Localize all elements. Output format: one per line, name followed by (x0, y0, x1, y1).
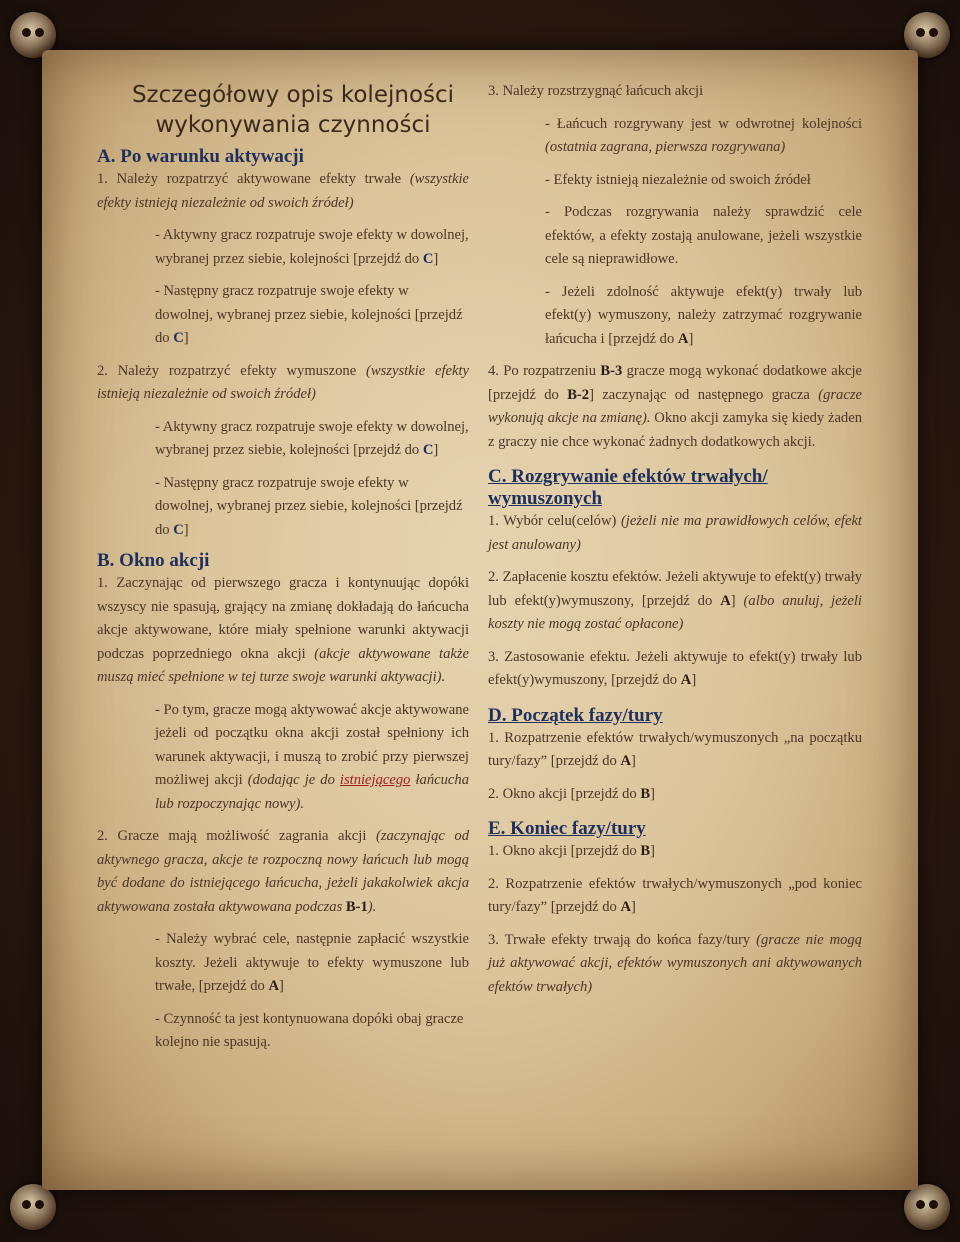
a2-bullet-2 (155, 472, 469, 543)
text-span: - Należy wybrać cele, następnie zapłacić wszystkie koszty. Jeżeli aktywuje to efekty wymuszone lub trwałe, [przejdź do (155, 931, 469, 994)
e1-paragraph (488, 840, 862, 864)
r3-bullet-3: - Podczas rozgrywania należy sprawdzić cele efektów, a efekty zostają anulowane, jeżeli wszystkie cele są nieprawidłowe. (545, 204, 862, 267)
text-span: A (677, 330, 689, 347)
text-span: - Łańcuch rozgrywany jest w odwrotnej kolejności (545, 115, 862, 132)
section-a-heading: A. Po warunku aktywacji (97, 146, 304, 167)
text-span: A (680, 672, 692, 688)
text-span: B-2 (567, 386, 590, 403)
skull-ornament-icon (10, 1184, 56, 1230)
text-span: - Jeżeli zdolność aktywuje efekt(y) trwały lub efekt(y) wymuszony, należy zatrzymać rozgrywanie łańcucha i [przejdź do (545, 283, 862, 347)
text-span: ] (688, 330, 694, 347)
text-span: (albo anuluj, jeżeli koszty nie mogą zostać opłacone) (488, 592, 862, 632)
text-span: - Następny gracz rozpatruje swoje efekty w dowolnej, wybranej przez siebie, kolejności [przejdź do (155, 283, 463, 346)
section-c-heading: C. Rozgrywanie efektów trwałych/ wymuszonych (488, 466, 768, 509)
text-span: 1. Rozpatrzenie efektów trwałych/wymuszonych „na początku tury/fazy” [przejdź do (488, 729, 862, 769)
text-span: ). (367, 898, 377, 915)
text-span: C (173, 330, 184, 346)
text-span: 1. Wybór celu(celów) (488, 513, 621, 529)
text-span: 1. Okno akcji [przejdź do (488, 843, 641, 859)
e3-paragraph (488, 929, 862, 1000)
text-span: ] (183, 330, 189, 346)
text-span: gracze mogą wykonać dodatkowe akcje [przejdź do (488, 363, 863, 403)
text-span: (zaczynając od aktywnego gracza, akcje te rozpoczną nowy łańcuch lub mogą być dodane do istniejącego łańcucha, jeżeli jakakolwiek akcja aktywowana została aktywowana podczas (97, 828, 469, 915)
text-span: ] (631, 899, 636, 915)
text-span: - Aktywny gracz rozpatruje swoje efekty w dowolnej, wybranej przez siebie, kolejności [przejdź do (155, 227, 469, 267)
section-e-heading: E. Koniec fazy/tury (488, 818, 646, 839)
text-span: ] (279, 978, 284, 994)
b2-bullet-2 (155, 1008, 469, 1055)
r4-paragraph (488, 360, 862, 454)
text-span: A (620, 753, 632, 769)
text-span: ] (433, 250, 439, 267)
text-span: ] (631, 753, 636, 769)
text-span: ] (730, 592, 736, 609)
text-span: C (422, 250, 434, 267)
text-span: 2. Gracze mają możliwość zagrania akcji (97, 828, 376, 844)
text-span: A (720, 592, 731, 609)
text-span: (ostatnia zagrana, pierwsza rozgrywana) (545, 139, 786, 155)
text-span: - Czynność ta jest kontynuowana dopóki obaj gracze kolejno nie spasują. (155, 1010, 464, 1050)
text-span: łańcucha lub rozpoczynając nowy). (155, 772, 469, 812)
d2-paragraph (488, 783, 862, 807)
text-span: A (268, 978, 279, 994)
b2-paragraph (97, 825, 469, 919)
text-span: B (640, 843, 651, 859)
c2-paragraph (488, 566, 862, 637)
a2-bullet-1 (155, 416, 469, 463)
text-span: (gracze wykonują akcje na zmianę). (488, 386, 862, 426)
title-line-1: Szczegółowy opis kolejności (131, 82, 455, 108)
skull-ornament-icon (904, 1184, 950, 1230)
a2-paragraph (97, 360, 469, 407)
text-span: (wszystkie efekty istnieją niezależnie od swoich źródeł) (97, 171, 469, 211)
b1-bullet-1 (155, 699, 469, 817)
text-span: istniejącego (339, 772, 411, 788)
title-line-2: wykonywania czynności (155, 112, 431, 138)
text-span: - Następny gracz rozpatruje swoje efekty w dowolnej, wybranej przez siebie, kolejności [przejdź do (155, 474, 463, 538)
text-span: (gracze nie mogą już aktywować akcji, efektów wymuszonych ani aktywowanych efektów trwałych) (488, 931, 862, 995)
text-span: 1. Zaczynając od pierwszego gracza i kontynuując dopóki wszyscy nie spasują, grający na zmianę dokładają do łańcucha akcje aktywowane, które miały spełnione warunki aktywacji podczas poprzedniego okna akcji (97, 575, 469, 662)
text-span: ] zaczynając od następnego gracza (589, 386, 819, 403)
text-span: B-3 (600, 363, 623, 379)
text-span: 2. Zapłacenie kosztu efektów. Jeżeli aktywuje to efekt(y) trwały lub efekt(y)wymuszony, [przejdź do (488, 569, 862, 609)
text-span: (wszystkie efekty istnieją niezależnie od swoich źródeł) (97, 362, 470, 402)
text-span: A (620, 899, 632, 915)
right-column (488, 80, 862, 999)
text-span: - Aktywny gracz rozpatruje swoje efekty w dowolnej, wybranej przez siebie, kolejności [przejdź do (155, 418, 469, 458)
r3-paragraph: 3. Należy rozstrzygnąć łańcuch akcji (488, 83, 704, 99)
page-title (117, 80, 469, 140)
a1-bullet-2 (155, 280, 469, 351)
text-span: ] (650, 785, 655, 802)
text-span: B (640, 785, 651, 802)
text-span: 3. Zastosowanie efektu. Jeżeli aktywuje to efekt(y) trwały lub efekt(y)wymuszony, [przejdź do (488, 648, 862, 688)
a1-bullet-1 (155, 224, 469, 271)
text-span: B-1 (345, 898, 368, 915)
text-span: ] (691, 672, 697, 688)
text-span: (dodając je do (247, 772, 340, 788)
a1-paragraph (97, 168, 469, 215)
text-span: (jeżeli nie ma prawidłowych celów, efekt jest anulowany) (488, 513, 862, 553)
r3-bullet-4 (545, 281, 862, 352)
text-span: 3. Trwałe efekty trwają do końca fazy/tury (488, 931, 757, 948)
r3-bullet-2: - Efekty istnieją niezależnie od swoich źródeł (545, 171, 811, 188)
d1-paragraph (488, 727, 862, 774)
section-d-heading: D. Początek fazy/tury (488, 704, 663, 726)
text-span: C (173, 521, 184, 538)
text-span: 2. Należy rozpatrzyć efekty wymuszone (97, 362, 367, 379)
c3-paragraph (488, 646, 862, 693)
text-span: ] (183, 521, 189, 538)
text-span: Okno akcji zamyka się kiedy żaden z graczy nie chce wykonać żadnych dodatkowych akcji. (488, 410, 862, 450)
b2-bullet-1 (155, 928, 469, 999)
text-span: C (422, 442, 434, 458)
text-span: 4. Po rozpatrzeniu (488, 363, 601, 379)
text-span: 2. Okno akcji [przejdź do (488, 785, 641, 802)
e2-paragraph (488, 873, 862, 920)
text-span: 1. Należy rozpatrzyć aktywowane efekty trwałe (97, 171, 410, 187)
c1-paragraph (488, 510, 862, 557)
text-span: ] (650, 843, 655, 859)
text-span: 2. Rozpatrzenie efektów trwałych/wymuszonych „pod koniec tury/fazy” [przejdź do (488, 875, 862, 915)
text-span: (akcje aktywowane także muszą mieć spełnione w tej turze swoje warunki aktywacji). (97, 645, 469, 685)
left-column (97, 80, 469, 1055)
text-span: ] (433, 442, 439, 458)
r3-bullet-1 (545, 113, 862, 160)
text-span: - Po tym, gracze mogą aktywować akcje aktywowane jeżeli od początku okna akcji został spełniony ich warunek aktywacji, i muszą to zrobić przy pierwszej możliwej akcji (155, 701, 469, 788)
section-b-heading: B. Okno akcji (97, 550, 210, 571)
b1-paragraph (97, 572, 469, 690)
